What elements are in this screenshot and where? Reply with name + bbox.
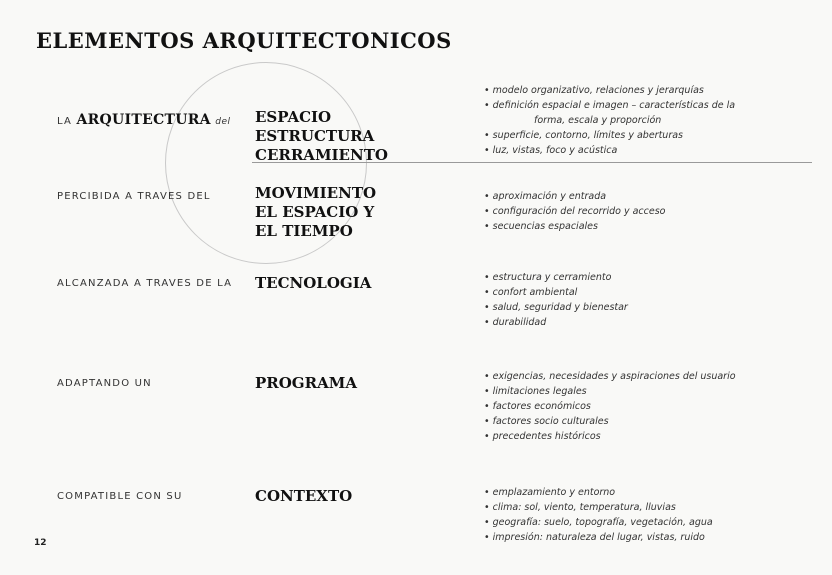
row-3-bullet-2: • confort ambiental [484, 287, 578, 298]
row-5-bullet-3: • geografía: suelo, topografía, vegetación, agua [484, 517, 713, 528]
page-number: 12 [34, 538, 47, 548]
row-1-suffix: del [215, 117, 231, 127]
row-2-middle-line-1: MOVIMIENTO [255, 184, 377, 202]
row-2-middle [255, 184, 376, 241]
row-1-bullet-5: • luz, vistas, foco y acústica [484, 145, 618, 156]
row-4-bullets [484, 369, 804, 444]
row-5-middle-line-1: CONTEXTO [255, 487, 353, 505]
row-1-bullet-2: • definición espacial e imagen – características de la [484, 100, 736, 111]
row-2-middle-line-2: EL ESPACIO Y [255, 203, 375, 221]
row-3-middle [255, 274, 371, 293]
row-3-bullet-4: • durabilidad [484, 317, 547, 328]
row-1-bullet-1: • modelo organizativo, relaciones y jerarquías [484, 85, 704, 96]
row-1-bullet-3: forma, escala y proporción [534, 115, 662, 126]
row-5-bullet-1: • emplazamiento y entorno [484, 487, 616, 498]
row-3-bullet-3: • salud, seguridad y bienestar [484, 302, 628, 313]
row-3-bullets [484, 270, 804, 330]
row-1-bullet-4: • superficie, contorno, límites y aberturas [484, 130, 684, 141]
row-2-bullet-1: • aproximación y entrada [484, 191, 607, 202]
row-1-bold: ARQUITECTURA [76, 112, 211, 128]
row-1-middle [255, 108, 388, 165]
row-5-bullet-2: • clima: sol, viento, temperatura, lluvias [484, 502, 676, 513]
row-1-prefix: LA [57, 116, 73, 127]
row-1-middle-line-1: ESPACIO [255, 108, 332, 126]
row-2-bullet-3: • secuencias espaciales [484, 221, 598, 232]
row-4-bullet-1: • exigencias, necesidades y aspiraciones del usuario [484, 371, 736, 382]
row-5-left-label: COMPATIBLE CON SU [57, 491, 183, 502]
row-1-left-label [57, 112, 231, 128]
row-2-bullets [484, 189, 804, 234]
row-3-bullet-1: • estructura y cerramiento [484, 272, 612, 283]
row-4-bullet-5: • precedentes históricos [484, 431, 601, 442]
row-4-bullet-4: • factores socio culturales [484, 416, 609, 427]
row-1-middle-line-2: ESTRUCTURA [255, 127, 375, 145]
row-4-bullet-2: • limitaciones legales [484, 386, 587, 397]
row-2-left-label: PERCIBIDA A TRAVES DEL [57, 191, 211, 202]
row-4-left-label: ADAPTANDO UN [57, 378, 152, 389]
row-2-middle-line-3: EL TIEMPO [255, 222, 353, 240]
row-1-middle-line-3: CERRAMIENTO [255, 146, 388, 164]
row-1-bullets [484, 83, 804, 158]
row-4-middle [255, 374, 357, 393]
row-4-bullet-3: • factores económicos [484, 401, 591, 412]
page-title: ELEMENTOS ARQUITECTONICOS [36, 28, 452, 53]
row-2-bullet-2: • configuración del recorrido y acceso [484, 206, 666, 217]
row-4-middle-line-1: PROGRAMA [255, 374, 357, 392]
row-3-left-label: ALCANZADA A TRAVES DE LA [57, 278, 233, 289]
row-5-bullet-4: • impresión: naturaleza del lugar, vistas, ruido [484, 532, 705, 543]
row-5-bullets [484, 485, 804, 545]
row-5-middle [255, 487, 352, 506]
row-3-middle-line-1: TECNOLOGIA [255, 274, 372, 292]
